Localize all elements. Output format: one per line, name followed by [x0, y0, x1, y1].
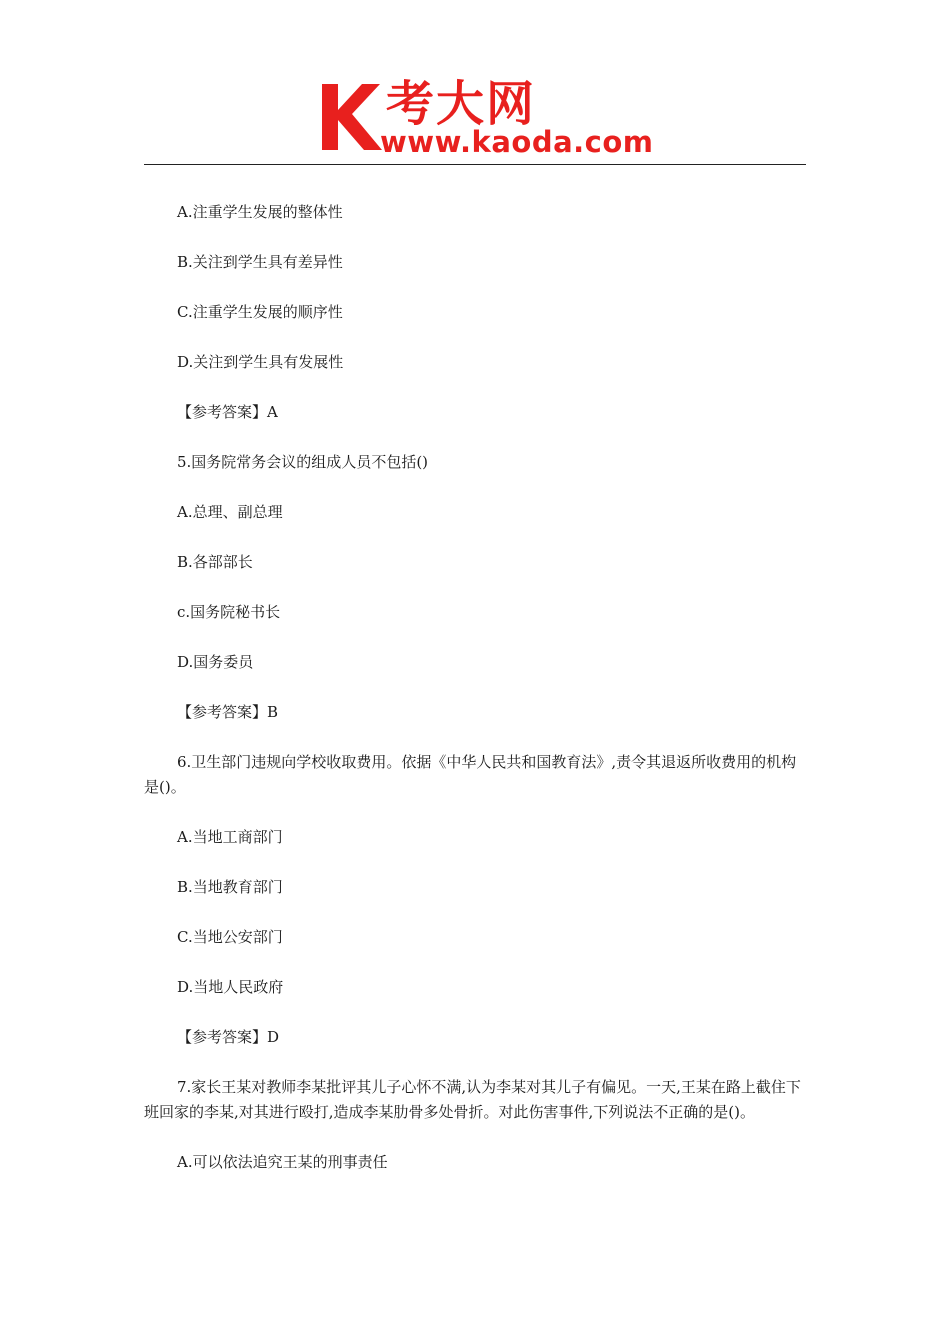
answer-line: 【参考答案】A — [177, 403, 278, 421]
option-line: B.当地教育部门 — [177, 878, 283, 896]
option-line: A.可以依法追究王某的刑事责任 — [177, 1153, 388, 1171]
document-body — [144, 200, 806, 1175]
logo-chinese-name: 考大网 — [386, 76, 537, 132]
kaoda-logo[interactable] — [318, 76, 654, 162]
question-6: 6.卫生部门违规向学校收取费用。依据《中华人民共和国教育法》,责令其退返所收费用的机构是()。 — [144, 753, 797, 796]
option-line: C.当地公安部门 — [177, 928, 283, 946]
question-5: 5.国务院常务会议的组成人员不包括() — [177, 453, 429, 471]
option-line: c.国务院秘书长 — [177, 603, 281, 621]
option-line: C.注重学生发展的顺序性 — [177, 303, 343, 321]
option-line: B.各部部长 — [177, 553, 253, 571]
page-header — [0, 0, 950, 166]
logo-k-mark-icon — [318, 80, 384, 152]
option-line: D.关注到学生具有发展性 — [177, 353, 344, 371]
answer-line: 【参考答案】D — [177, 1028, 280, 1046]
logo-url: www.kaoda.com — [380, 125, 654, 159]
option-line: D.国务委员 — [177, 653, 254, 671]
option-line: A.当地工商部门 — [177, 828, 283, 846]
option-line: B.关注到学生具有差异性 — [177, 253, 343, 271]
option-line: D.当地人民政府 — [177, 978, 284, 996]
header-divider — [144, 164, 806, 165]
question-7: 7.家长王某对教师李某批评其儿子心怀不满,认为李某对其儿子有偏见。一天,王某在路上截住下班回家的李某,对其进行殴打,造成李某肋骨多处骨折。对此伤害事件,下列说法不正确的是()。 — [144, 1078, 801, 1121]
option-line: A.总理、副总理 — [177, 503, 283, 521]
answer-line: 【参考答案】B — [177, 703, 279, 721]
option-line: A.注重学生发展的整体性 — [177, 203, 343, 221]
